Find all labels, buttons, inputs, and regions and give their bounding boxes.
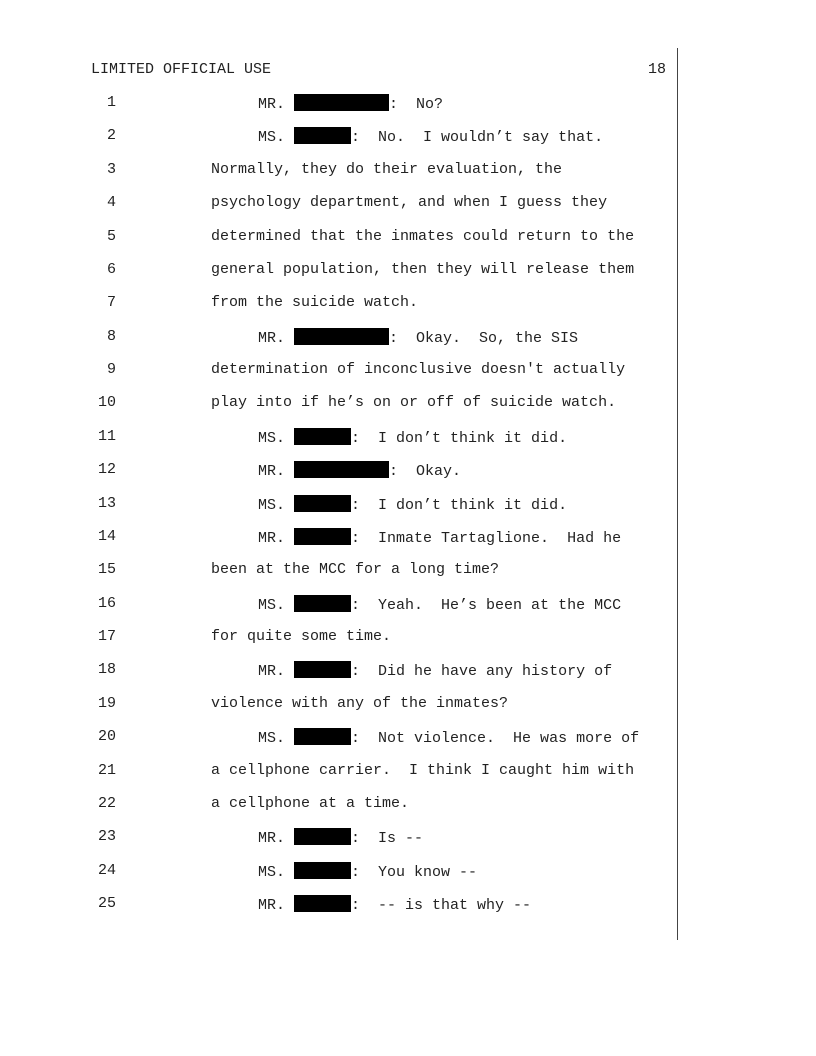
line-number: 15 xyxy=(97,561,116,578)
spoken-text: : Inmate Tartaglione. Had he xyxy=(351,530,622,547)
transcript-line: from the suicide watch. xyxy=(211,294,419,311)
redaction-block xyxy=(294,661,351,678)
transcript-line xyxy=(258,728,639,748)
line-number: 10 xyxy=(97,394,116,411)
speaker-prefix: MS. xyxy=(258,597,286,614)
transcript-line xyxy=(258,528,621,548)
line-number: 1 xyxy=(106,94,116,111)
transcript-line: been at the MCC for a long time? xyxy=(211,561,500,578)
transcript-line: play into if he’s on or off of suicide watch. xyxy=(211,394,617,411)
transcript-line: Normally, they do their evaluation, the xyxy=(211,161,563,178)
redaction-block xyxy=(294,862,351,879)
line-number: 19 xyxy=(97,695,116,712)
transcript-line xyxy=(258,828,423,848)
redaction-block xyxy=(294,495,351,512)
speaker-prefix: MR. xyxy=(258,463,286,480)
spoken-text: : Okay. xyxy=(389,463,462,480)
transcript-line: a cellphone carrier. I think I caught him with xyxy=(211,762,635,779)
line-number: 18 xyxy=(97,661,116,678)
line-number: 25 xyxy=(97,895,116,912)
line-number: 9 xyxy=(106,361,116,378)
redaction-block xyxy=(294,461,389,478)
spoken-text: : You know -- xyxy=(351,864,478,881)
transcript-line: psychology department, and when I guess they xyxy=(211,194,608,211)
line-number: 22 xyxy=(97,795,116,812)
spoken-text: : Did he have any history of xyxy=(351,663,613,680)
spoken-text: : Okay. So, the SIS xyxy=(389,330,579,347)
redaction-block xyxy=(294,595,351,612)
speaker-prefix: MR. xyxy=(258,663,286,680)
transcript-line: determined that the inmates could return to the xyxy=(211,228,635,245)
page-number: 18 xyxy=(647,61,666,78)
speaker-prefix: MR. xyxy=(258,96,286,113)
right-margin-rule xyxy=(677,48,678,940)
line-number: 2 xyxy=(106,127,116,144)
transcript-line xyxy=(258,495,567,515)
transcript-line xyxy=(258,595,621,615)
line-number: 20 xyxy=(97,728,116,745)
transcript-line xyxy=(258,328,578,348)
line-number: 12 xyxy=(97,461,116,478)
speaker-prefix: MR. xyxy=(258,530,286,547)
line-number: 13 xyxy=(97,495,116,512)
spoken-text: : I don’t think it did. xyxy=(351,430,568,447)
line-number: 21 xyxy=(97,762,116,779)
spoken-text: : Not violence. He was more of xyxy=(351,730,640,747)
spoken-text: : No. I wouldn’t say that. xyxy=(351,129,604,146)
speaker-prefix: MS. xyxy=(258,730,286,747)
redaction-block xyxy=(294,127,351,144)
spoken-text: : No? xyxy=(389,96,444,113)
speaker-prefix: MS. xyxy=(258,497,286,514)
transcript-line: a cellphone at a time. xyxy=(211,795,410,812)
line-number: 7 xyxy=(106,294,116,311)
transcript-line: determination of inconclusive doesn't actually xyxy=(211,361,626,378)
transcript-line xyxy=(258,862,477,882)
transcript-line xyxy=(258,127,603,147)
speaker-prefix: MS. xyxy=(258,129,286,146)
speaker-prefix: MS. xyxy=(258,430,286,447)
transcript-line: for quite some time. xyxy=(211,628,392,645)
classification-header: LIMITED OFFICIAL USE xyxy=(91,61,272,78)
line-number: 6 xyxy=(106,261,116,278)
redaction-block xyxy=(294,528,351,545)
redaction-block xyxy=(294,895,351,912)
line-number: 14 xyxy=(97,528,116,545)
redaction-block xyxy=(294,728,351,745)
transcript-line xyxy=(258,461,461,481)
transcript-line: violence with any of the inmates? xyxy=(211,695,509,712)
line-number: 3 xyxy=(106,161,116,178)
spoken-text: : Yeah. He’s been at the MCC xyxy=(351,597,622,614)
line-number: 24 xyxy=(97,862,116,879)
redaction-block xyxy=(294,828,351,845)
line-number: 17 xyxy=(97,628,116,645)
line-number: 11 xyxy=(97,428,116,445)
line-number: 5 xyxy=(106,228,116,245)
transcript-line: general population, then they will release them xyxy=(211,261,635,278)
redaction-block xyxy=(294,428,351,445)
speaker-prefix: MS. xyxy=(258,864,286,881)
redaction-block xyxy=(294,328,389,345)
line-number: 8 xyxy=(106,328,116,345)
speaker-prefix: MR. xyxy=(258,830,286,847)
spoken-text: : Is -- xyxy=(351,830,424,847)
line-number: 4 xyxy=(106,194,116,211)
speaker-prefix: MR. xyxy=(258,330,286,347)
line-number: 23 xyxy=(97,828,116,845)
speaker-prefix: MR. xyxy=(258,897,286,914)
transcript-line xyxy=(258,428,567,448)
transcript-line xyxy=(258,895,531,915)
transcript-line xyxy=(258,94,443,114)
spoken-text: : I don’t think it did. xyxy=(351,497,568,514)
redaction-block xyxy=(294,94,389,111)
transcript-line xyxy=(258,661,612,681)
line-number: 16 xyxy=(97,595,116,612)
spoken-text: : -- is that why -- xyxy=(351,897,532,914)
